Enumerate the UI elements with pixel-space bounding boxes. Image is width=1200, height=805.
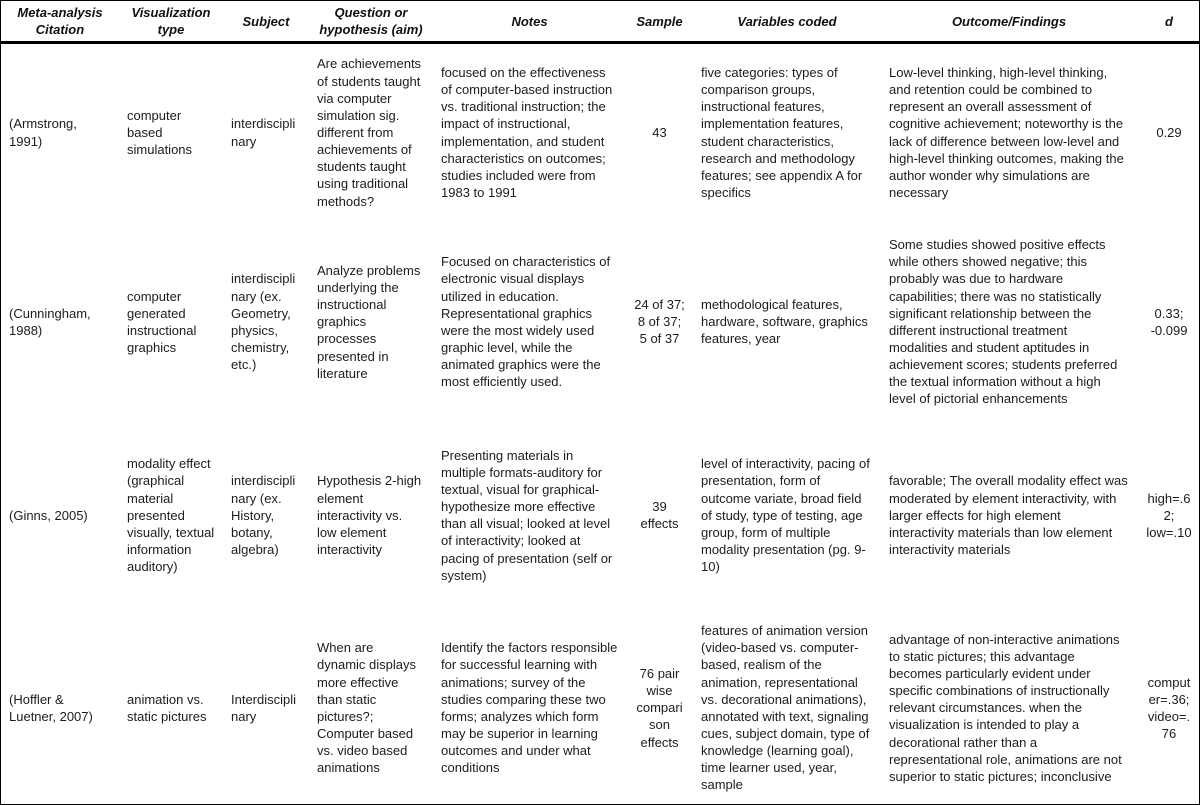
table-row: [1, 608, 1200, 805]
column-header-d: d: [1137, 1, 1200, 43]
cell-citation: (Cunningham, 1988): [9, 305, 91, 338]
cell-d: high=.62; low=.10: [1146, 490, 1192, 540]
column-header-notes: Notes: [433, 1, 626, 43]
cell-sample: 24 of 37; 8 of 37; 5 of 37: [634, 297, 685, 347]
cell-visualization-type: computer generated instructional graphics: [127, 288, 197, 355]
cell-d: computer=.36; video=.76: [1147, 674, 1191, 741]
cell-outcome: Low-level thinking, high-level thinking, and retention could be combined to represent an overall assessment of cognitive achievement; noteworthy is the lack of difference between low-level and high-level thinking outcomes, making the author wonder why simulations are necessary: [889, 64, 1124, 201]
cell-visualization-type: computer based simulations: [127, 107, 193, 158]
table-row: [1, 423, 1200, 608]
cell-visualization-type: modality effect (graphical material presented visually, textual information auditory): [127, 456, 215, 575]
column-header-citation: Meta-analysis Citation: [1, 1, 119, 43]
cell-question: When are dynamic displays more effective than static pictures?; Computer based vs. video based animations: [317, 640, 416, 776]
cell-notes: Presenting materials in multiple formats-auditory for textual, visual for graphical-hypothesize more effective than all visual; looked at level of interactivity; looked at pacing of presentation (self or system): [441, 447, 613, 583]
column-header-subject: Subject: [223, 1, 309, 43]
cell-outcome: advantage of non-interactive animations to static pictures; this advantage becomes particularly evident under specific combinations of instructionally relevant circumstances. when the visualization is intended to play a decorational rather than a representational role, animations are not superior to static pictures; inconclusive: [889, 631, 1122, 784]
cell-subject: interdisciplinary: [231, 116, 296, 149]
table-row: [1, 221, 1200, 423]
cell-variables-coded: five categories: types of comparison groups, instructional features, implementation features, student characteristics, research and methodology features; see appendix A for specifics: [701, 64, 863, 201]
cell-question: Analyze problems underlying the instructional graphics processes presented in literature: [317, 262, 421, 381]
cell-subject: interdisciplinary (ex. History, botany, algebra): [231, 473, 296, 558]
column-header-sample: Sample: [626, 1, 693, 43]
cell-sample: 39 effects: [640, 499, 679, 532]
cell-variables-coded: level of interactivity, pacing of presentation, form of outcome variate, broad field of study, type of testing, age group, form of multiple modality presentation (pg. 9-10): [701, 456, 870, 575]
cell-sample: 43: [652, 124, 667, 140]
cell-question: Hypothesis 2-high element interactivity vs. low element interactivity: [317, 473, 422, 558]
cell-subject: Interdisciplinary: [231, 691, 297, 724]
cell-subject: interdisciplinary (ex. Geometry, physics, chemistry, etc.): [231, 271, 296, 373]
cell-notes: Identify the factors responsible for successful learning with animations; survey of the studies comparing these two forms; analyzes which form may be superior in learning outcomes and under what conditions: [441, 640, 618, 776]
cell-sample: 76 pair wise comparison effects: [636, 665, 683, 750]
meta-analysis-table: [1, 1, 1200, 805]
cell-notes: Focused on characteristics of electronic visual displays utilized in education. Representational graphics were the most widely used graphic level, while the animated graphics were the most efficiently used.: [441, 254, 611, 390]
cell-question: Are achievements of students taught via computer simulation sig. different from achievements of students taught using traditional methods?: [317, 56, 422, 209]
column-header-outcome: Outcome/Findings: [881, 1, 1137, 43]
column-header-visualization-type: Visualization type: [119, 1, 223, 43]
cell-citation: (Hoffler & Luetner, 2007): [9, 691, 93, 724]
header-row: [1, 1, 1200, 43]
cell-visualization-type: animation vs. static pictures: [127, 691, 207, 724]
cell-outcome: favorable; The overall modality effect was moderated by element interactivity, with larger effects for high element interactivity materials than low element interactivity materials: [889, 473, 1128, 558]
column-header-question: Question or hypothesis (aim): [309, 1, 433, 43]
cell-variables-coded: methodological features, hardware, software, graphics features, year: [701, 297, 868, 347]
cell-d: 0.33; -0.099: [1150, 305, 1188, 338]
cell-outcome: Some studies showed positive effects while others showed negative; this probably was due to hardware capabilities; there was no statistically significant relationship between the different instructional treatment modalities and student aptitudes in achievement scores; students preferred the textual information without a high level of pictorial enhancements: [889, 237, 1118, 407]
cell-variables-coded: features of animation version (video-based vs. computer-based, realism of the animation, representational vs. decorational animations), annotated with text, signaling cues, subject domain, type of knowledge (learning goal), time learner used, year, sample: [701, 623, 870, 793]
cell-citation: (Armstrong, 1991): [9, 116, 77, 149]
table-row: [1, 43, 1200, 221]
cell-notes: focused on the effectiveness of computer-based instruction vs. traditional instruction; the impact of instructional, implementation, and student characteristics on outcomes; studies included were from 1983 to 1991: [441, 64, 613, 201]
cell-citation: (Ginns, 2005): [9, 507, 88, 523]
cell-d: 0.29: [1156, 124, 1182, 140]
column-header-variables-coded: Variables coded: [693, 1, 881, 43]
